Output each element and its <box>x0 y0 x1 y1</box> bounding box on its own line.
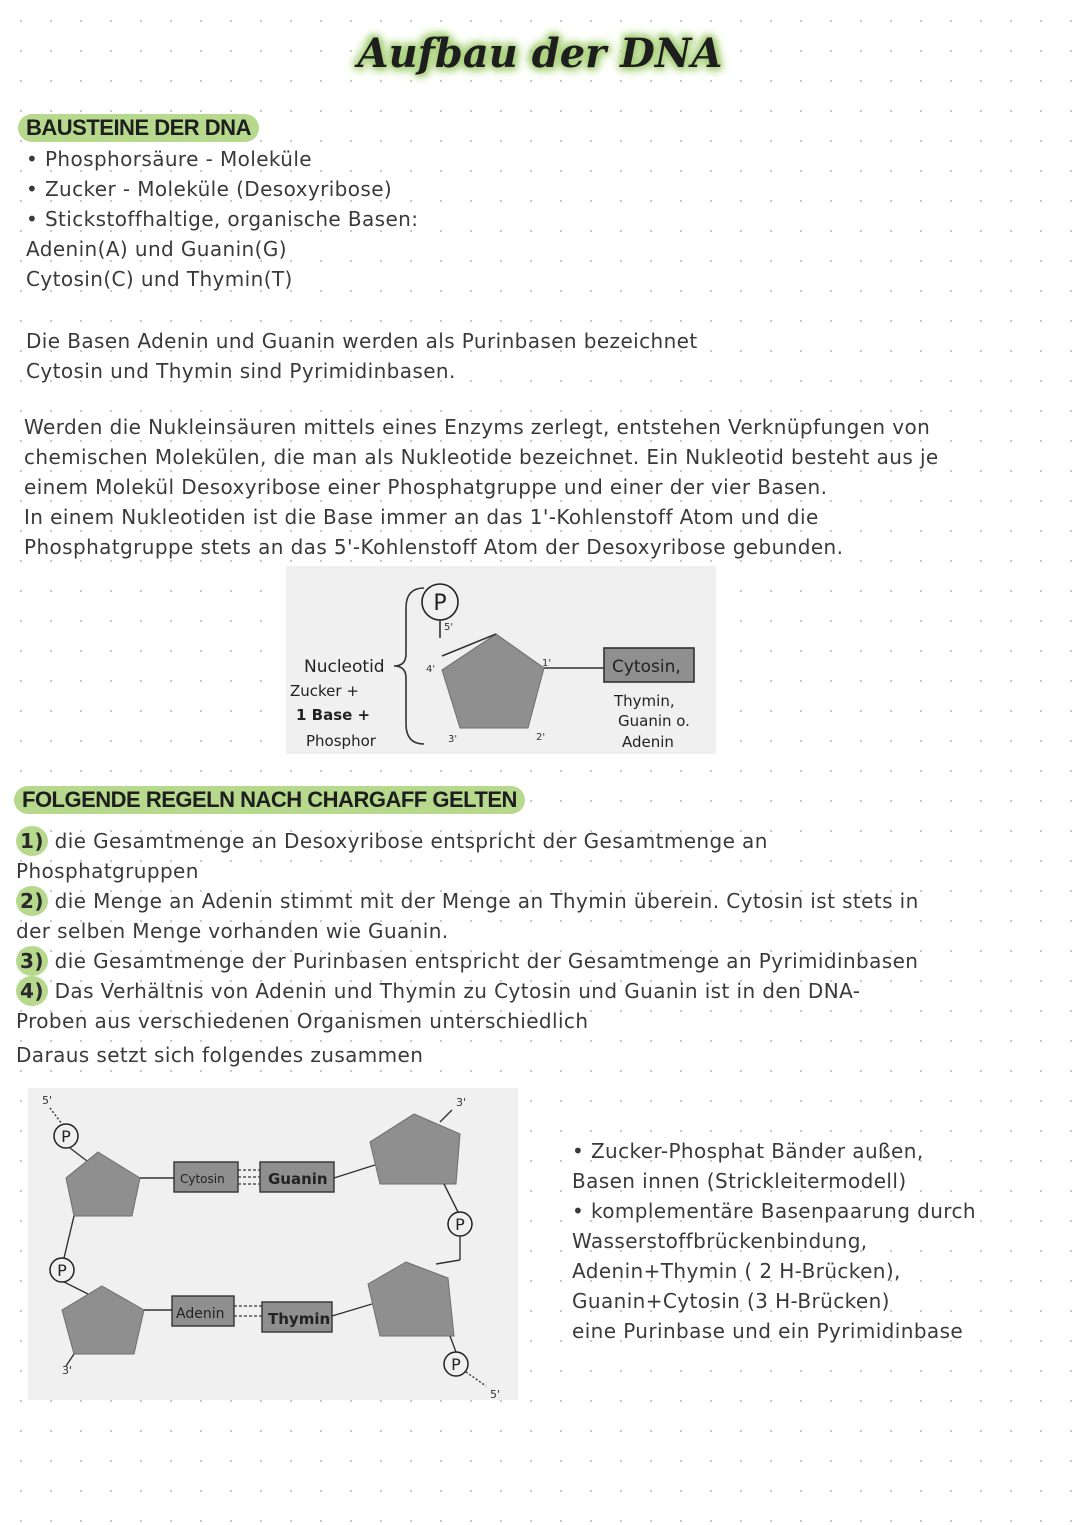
text-line: In einem Nukleotiden ist die Base immer an das 1'-Kohlenstoff Atom und die <box>24 505 819 529</box>
brace-icon <box>394 588 424 744</box>
bausteine-item: • Phosphorsäure - Moleküle <box>26 147 313 171</box>
bond-line <box>440 1110 452 1122</box>
phosphate-label: P <box>433 591 447 616</box>
note-line: Wasserstoffbrückenbindung, <box>572 1229 868 1253</box>
nucleotide-label: 1 Base + <box>296 706 371 724</box>
text-line: einem Molekül Desoxyribose einer Phosphatgruppe und einer der vier Basen. <box>24 475 828 499</box>
base-alt-label: Guanin o. <box>618 712 690 730</box>
rule-text: die Gesamtmenge an Desoxyribose entspricht der Gesamtmenge an <box>54 829 768 853</box>
bond-line <box>444 1184 458 1212</box>
rule-number: 2) <box>16 886 48 916</box>
end-3-label: 3' <box>456 1096 467 1109</box>
purine-paragraph <box>26 326 698 386</box>
chargaff-heading: FOLGENDE REGELN NACH CHARGAFF GELTEN <box>14 786 525 814</box>
bond-line <box>64 1216 74 1258</box>
rule-text: die Menge an Adenin stimmt mit der Menge an Thymin überein. Cytosin ist stets in <box>54 889 919 913</box>
model-notes <box>572 1136 976 1346</box>
nucleotide-label: Nucleotid <box>304 657 385 677</box>
bausteine-list <box>26 144 418 294</box>
bond-line <box>334 1164 378 1178</box>
nucleotide-diagram <box>286 566 716 754</box>
bond-line <box>450 1336 456 1352</box>
phosphate-label: P <box>61 1127 71 1146</box>
note-line: eine Purinbase und ein Pyrimidinbase <box>572 1319 964 1343</box>
end-5-label: 5' <box>490 1388 501 1400</box>
text-line: Werden die Nukleinsäuren mittels eines Enzyms zerlegt, entstehen Verknüpfungen von <box>24 415 931 439</box>
note-line: Guanin+Cytosin (3 H-Brücken) <box>572 1289 890 1313</box>
bond-line <box>332 1304 372 1316</box>
sugar-pentagon <box>442 634 544 728</box>
rule-number: 1) <box>16 826 48 856</box>
base-label: Adenin <box>176 1306 225 1322</box>
base-alt-label: Thymin, <box>614 692 675 710</box>
base-box-label: Cytosin, <box>612 657 681 677</box>
page-title: Aufbau der DNA <box>357 30 723 77</box>
dna-strand-diagram <box>28 1088 518 1400</box>
position-5-label: 5' <box>444 622 454 633</box>
rule-number: 4) <box>16 976 48 1006</box>
note-line: Basen innen (Strickleitermodell) <box>572 1169 907 1193</box>
text-line: Die Basen Adenin und Guanin werden als Purinbasen bezeichnet <box>26 329 698 353</box>
position-3-label: 3' <box>448 734 458 745</box>
rule-line <box>16 886 919 916</box>
note-line: Adenin+Thymin ( 2 H-Brücken), <box>572 1259 901 1283</box>
base-alt-label: Adenin <box>622 733 674 751</box>
nucleotide-paragraph <box>24 412 939 562</box>
rule-line: Proben aus verschiedenen Organismen unterschiedlich <box>16 1009 589 1033</box>
chargaff-rules <box>16 826 919 1036</box>
rule-text: Das Verhältnis von Adenin und Thymin zu Cytosin und Guanin ist in den DNA- <box>54 979 861 1003</box>
text-line: chemischen Molekülen, die man als Nukleotide bezeichnet. Ein Nukleotid besteht aus je <box>24 445 939 469</box>
sugar-pentagon <box>66 1152 140 1216</box>
phosphate-label: P <box>455 1215 465 1234</box>
nucleotide-label: Phosphor <box>306 732 376 750</box>
rule-line: der selben Menge vorhanden wie Guanin. <box>16 919 449 943</box>
position-2-label: 2' <box>536 732 546 743</box>
end-5-label: 5' <box>42 1094 53 1107</box>
bausteine-item: Cytosin(C) und Thymin(T) <box>26 267 293 291</box>
nucleotide-label: Zucker + <box>290 682 359 700</box>
bausteine-item: • Zucker - Moleküle (Desoxyribose) <box>26 177 393 201</box>
nucleotide-svg <box>286 566 716 754</box>
position-4-label: 4' <box>426 664 436 675</box>
note-line: • komplementäre Basenpaarung durch <box>572 1199 976 1223</box>
bond-line <box>436 1260 460 1264</box>
base-label: Guanin <box>268 1170 328 1188</box>
rule-line <box>16 826 919 856</box>
bond-line <box>50 1108 62 1124</box>
bond-line <box>466 1372 486 1386</box>
base-label: Cytosin <box>180 1172 225 1186</box>
base-label: Thymin <box>268 1310 331 1328</box>
phosphate-label: P <box>451 1355 461 1374</box>
summary-line: Daraus setzt sich folgendes zusammen <box>16 1043 424 1067</box>
rule-text: die Gesamtmenge der Purinbasen entspricht der Gesamtmenge an Pyrimidinbasen <box>54 949 919 973</box>
position-1-label: 1' <box>542 658 552 669</box>
bausteine-item: • Stickstoffhaltige, organische Basen: <box>26 207 419 231</box>
text-line: Cytosin und Thymin sind Pyrimidinbasen. <box>26 359 456 383</box>
note-line: • Zucker-Phosphat Bänder außen, <box>572 1139 924 1163</box>
text-line: Phosphatgruppe stets an das 5'-Kohlenstoff Atom der Desoxyribose gebunden. <box>24 535 844 559</box>
rule-line: Phosphatgruppen <box>16 859 199 883</box>
end-3-label: 3' <box>62 1364 73 1377</box>
sugar-pentagon <box>62 1286 144 1354</box>
bausteine-item: Adenin(A) und Guanin(G) <box>26 237 287 261</box>
rule-number: 3) <box>16 946 48 976</box>
sugar-pentagon <box>368 1262 454 1336</box>
phosphate-label: P <box>57 1261 67 1280</box>
bond-line <box>64 1282 88 1294</box>
rule-line <box>16 946 919 976</box>
bausteine-heading: BAUSTEINE DER DNA <box>18 114 259 142</box>
dna-strand-svg <box>28 1088 518 1400</box>
sugar-pentagon <box>370 1114 460 1184</box>
rule-line <box>16 976 919 1006</box>
